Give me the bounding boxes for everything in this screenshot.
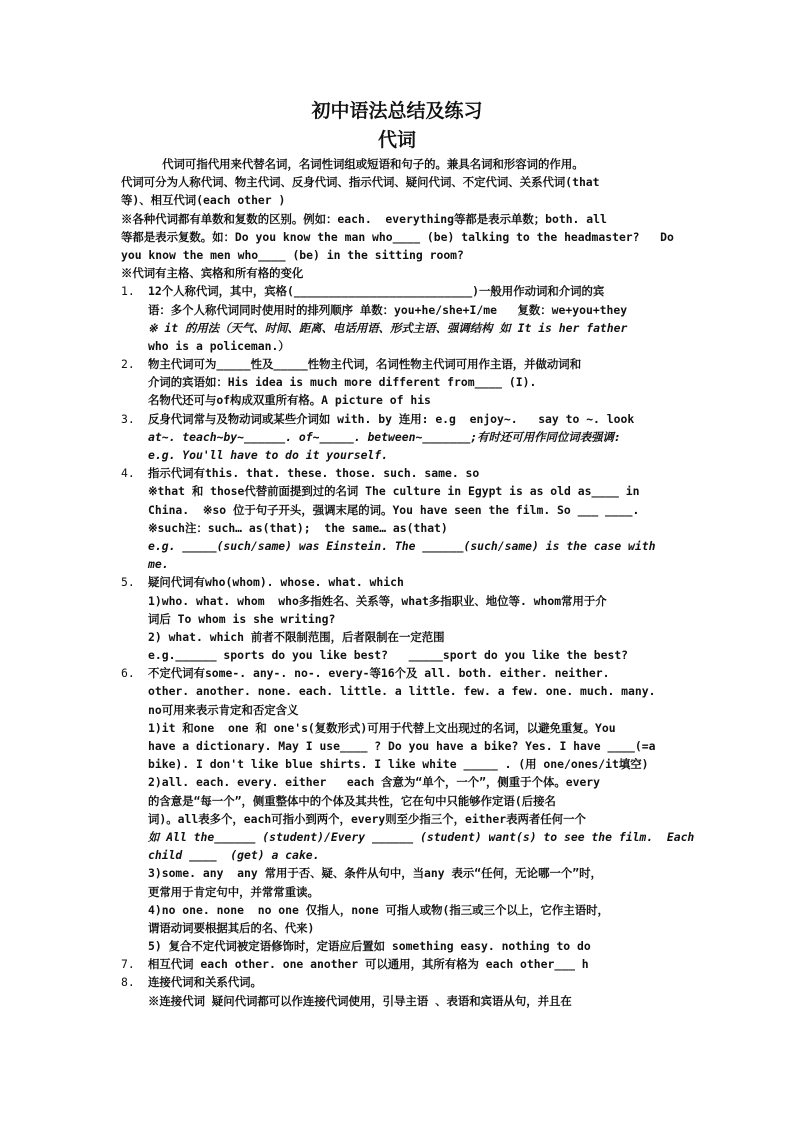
text-line: 名物代还可与of构成双重所有格。A picture of his [148, 393, 431, 408]
page-subtitle: 代词 [377, 129, 416, 151]
text-line: 相互代词 each other. one another 可以通用，其所有格为 each other___ h [148, 957, 589, 972]
item-number: 1. [121, 284, 135, 299]
text-line: 代词可指代用来代替名词，名词性词组或短语和句子的。兼具名词和形容词的作用。 [121, 157, 584, 171]
text-line: 反身代词常与及物动词或某些介词如 with. by 连用: e.g enjoy~. say to ~. look [148, 411, 635, 426]
text-line: 2)all. each. every. either each 含意为“单个，一个”，侧重于个体。every [148, 775, 601, 790]
item-number: 8. [121, 975, 135, 990]
item-number: 6. [121, 666, 135, 681]
text-line: 5) 复合不定代词被定语修饰时，定语应后置如 something easy. nothing to do [148, 939, 591, 954]
text-line: 代词可分为人称代词、物主代词、反身代词、指示代词、疑问代词、不定代词、关系代词(that [121, 175, 600, 190]
list-item [121, 573, 721, 664]
list-item [121, 973, 721, 1009]
text-line: 的含意是“每一个”，侧重整体中的个体及其共性，它在句中只能够作定语(后接名 [148, 793, 556, 808]
text-line: 4)no one. none no one 仅指人，none 可指人或物(指三或三个以上，它作主语时， [148, 902, 609, 917]
text-line: e.g. _____(such/same) was Einstein. The ______(such/same) is the case with [148, 538, 656, 553]
text-line: 疑问代词有who(whom). whose. what. which [148, 575, 404, 590]
text-line: 连接代词和关系代词。 [148, 975, 262, 990]
text-line: have a dictionary. May I use____ ? Do you have a bike? Yes. I have ____(=a [148, 739, 656, 753]
text-line: other. another. none. each. little. a little. few. a few. one. much. many. [148, 684, 656, 699]
list-item [121, 282, 721, 355]
text-line: ※such注：such… as(that); the same… as(that) [148, 520, 448, 535]
text-line: 物主代词可为_____性及_____性物主代词，名词性物主代词可用作主语，并做动词和 [148, 357, 582, 372]
text-line: ※连接代词 疑问代词都可以作连接代词使用，引导主语 、表语和宾语从句，并且在 [148, 993, 572, 1008]
text-line: me. [148, 557, 169, 572]
text-line: 词后 To whom is she writing? [148, 611, 336, 626]
text-line: 2) what. which 前者不限制范围，后者限制在一定范围 [148, 629, 445, 644]
text-line: e.g. You'll have to do it yourself. [148, 448, 389, 462]
text-line: ※ it 的用法（天气、时间、距离、电话用语、形式主语、强调结构 如 It is her father [148, 320, 628, 335]
text-line: bike). I don't like blue shirts. I like white _____ . (用 one/ones/it填空) [148, 757, 649, 772]
text-line: 1)who. what. whom who多指姓名、关系等，what多指职业、地位等. whom常用于介 [148, 593, 607, 608]
text-line: 3)some. any any 常用于否、疑、条件从句中，当any 表示“任何，无论哪一个”时， [148, 866, 602, 881]
list-item [121, 955, 721, 973]
text-line: who is a policeman.） [148, 338, 290, 353]
text-line: no可用来表示肯定和否定含义 [148, 702, 299, 717]
text-line: China. ※so 位于句子开头，强调末尾的词。You have seen the film. So ___ ____. [148, 502, 640, 517]
item-number: 7. [121, 957, 135, 972]
text-line: 更常用于肯定句中，并常常重读。 [148, 884, 319, 899]
text-line: 12个人称代词，其中，宾格(__________________________)一般用作动词和介词的宾 [148, 284, 605, 299]
text-line: 如 All the______ (student)/Every ______ (student) want(s) to see the film. Each [148, 829, 695, 844]
text-line: e.g.______ sports do you like best? _____sport do you like the best? [148, 648, 629, 663]
text-line: 谓语动词要根据其后的名、代来) [148, 920, 315, 935]
list-item [121, 410, 721, 465]
text-line: 介词的宾语如：His idea is much more different from____ (I). [148, 375, 537, 390]
text-line: you know the men who____ (be) in the sitting room? [121, 247, 464, 262]
text-line: 语：多个人称代词同时使用时的排列顺序 单数：you+he/she+I/me 复数：we+you+they [148, 302, 628, 317]
list-item [121, 355, 721, 410]
text-line: ※各种代词都有单数和复数的区别。例如：each. everything等都是表示单数；both. all [121, 211, 607, 226]
text-line: 不定代词有some-. any-. no-. every-等16个及 all. both. either. neither. [148, 666, 610, 681]
text-line: 等都是表示复数。如：Do you know the man who____ (be) talking to the headmaster? Do [121, 229, 674, 244]
text-line: 指示代词有this. that. these. those. such. same. so [148, 466, 480, 481]
list-item [121, 664, 721, 955]
item-number: 2. [121, 357, 135, 372]
intro-paragraph [121, 155, 721, 282]
text-line: ※代词有主格、宾格和所有格的变化 [121, 266, 304, 281]
text-line: 等)、相互代词(each other ) [121, 193, 286, 208]
list-item [121, 464, 721, 573]
page-title: 初中语法总结及练习 [311, 100, 483, 122]
item-number: 3. [121, 411, 135, 426]
item-number: 4. [121, 466, 135, 481]
text-line: ※that 和 those代替前面提到过的名词 The culture in Egypt is as old as____ in [148, 484, 640, 499]
text-line: at~. teach~by~______. of~_____. between~_______;有时还可用作同位词表强调: [148, 429, 621, 444]
item-number: 5. [121, 575, 135, 590]
text-line: child ____ (get) a cake. [148, 848, 320, 863]
text-line: 1)it 和one one 和 one's(复数形式)可用于代替上文出现过的名词，以避免重复。You [148, 720, 616, 735]
document-body [121, 155, 721, 1010]
text-line: 词)。all表多个，each可指小到两个，every则至少指三个，either表两者任何一个 [148, 811, 586, 826]
